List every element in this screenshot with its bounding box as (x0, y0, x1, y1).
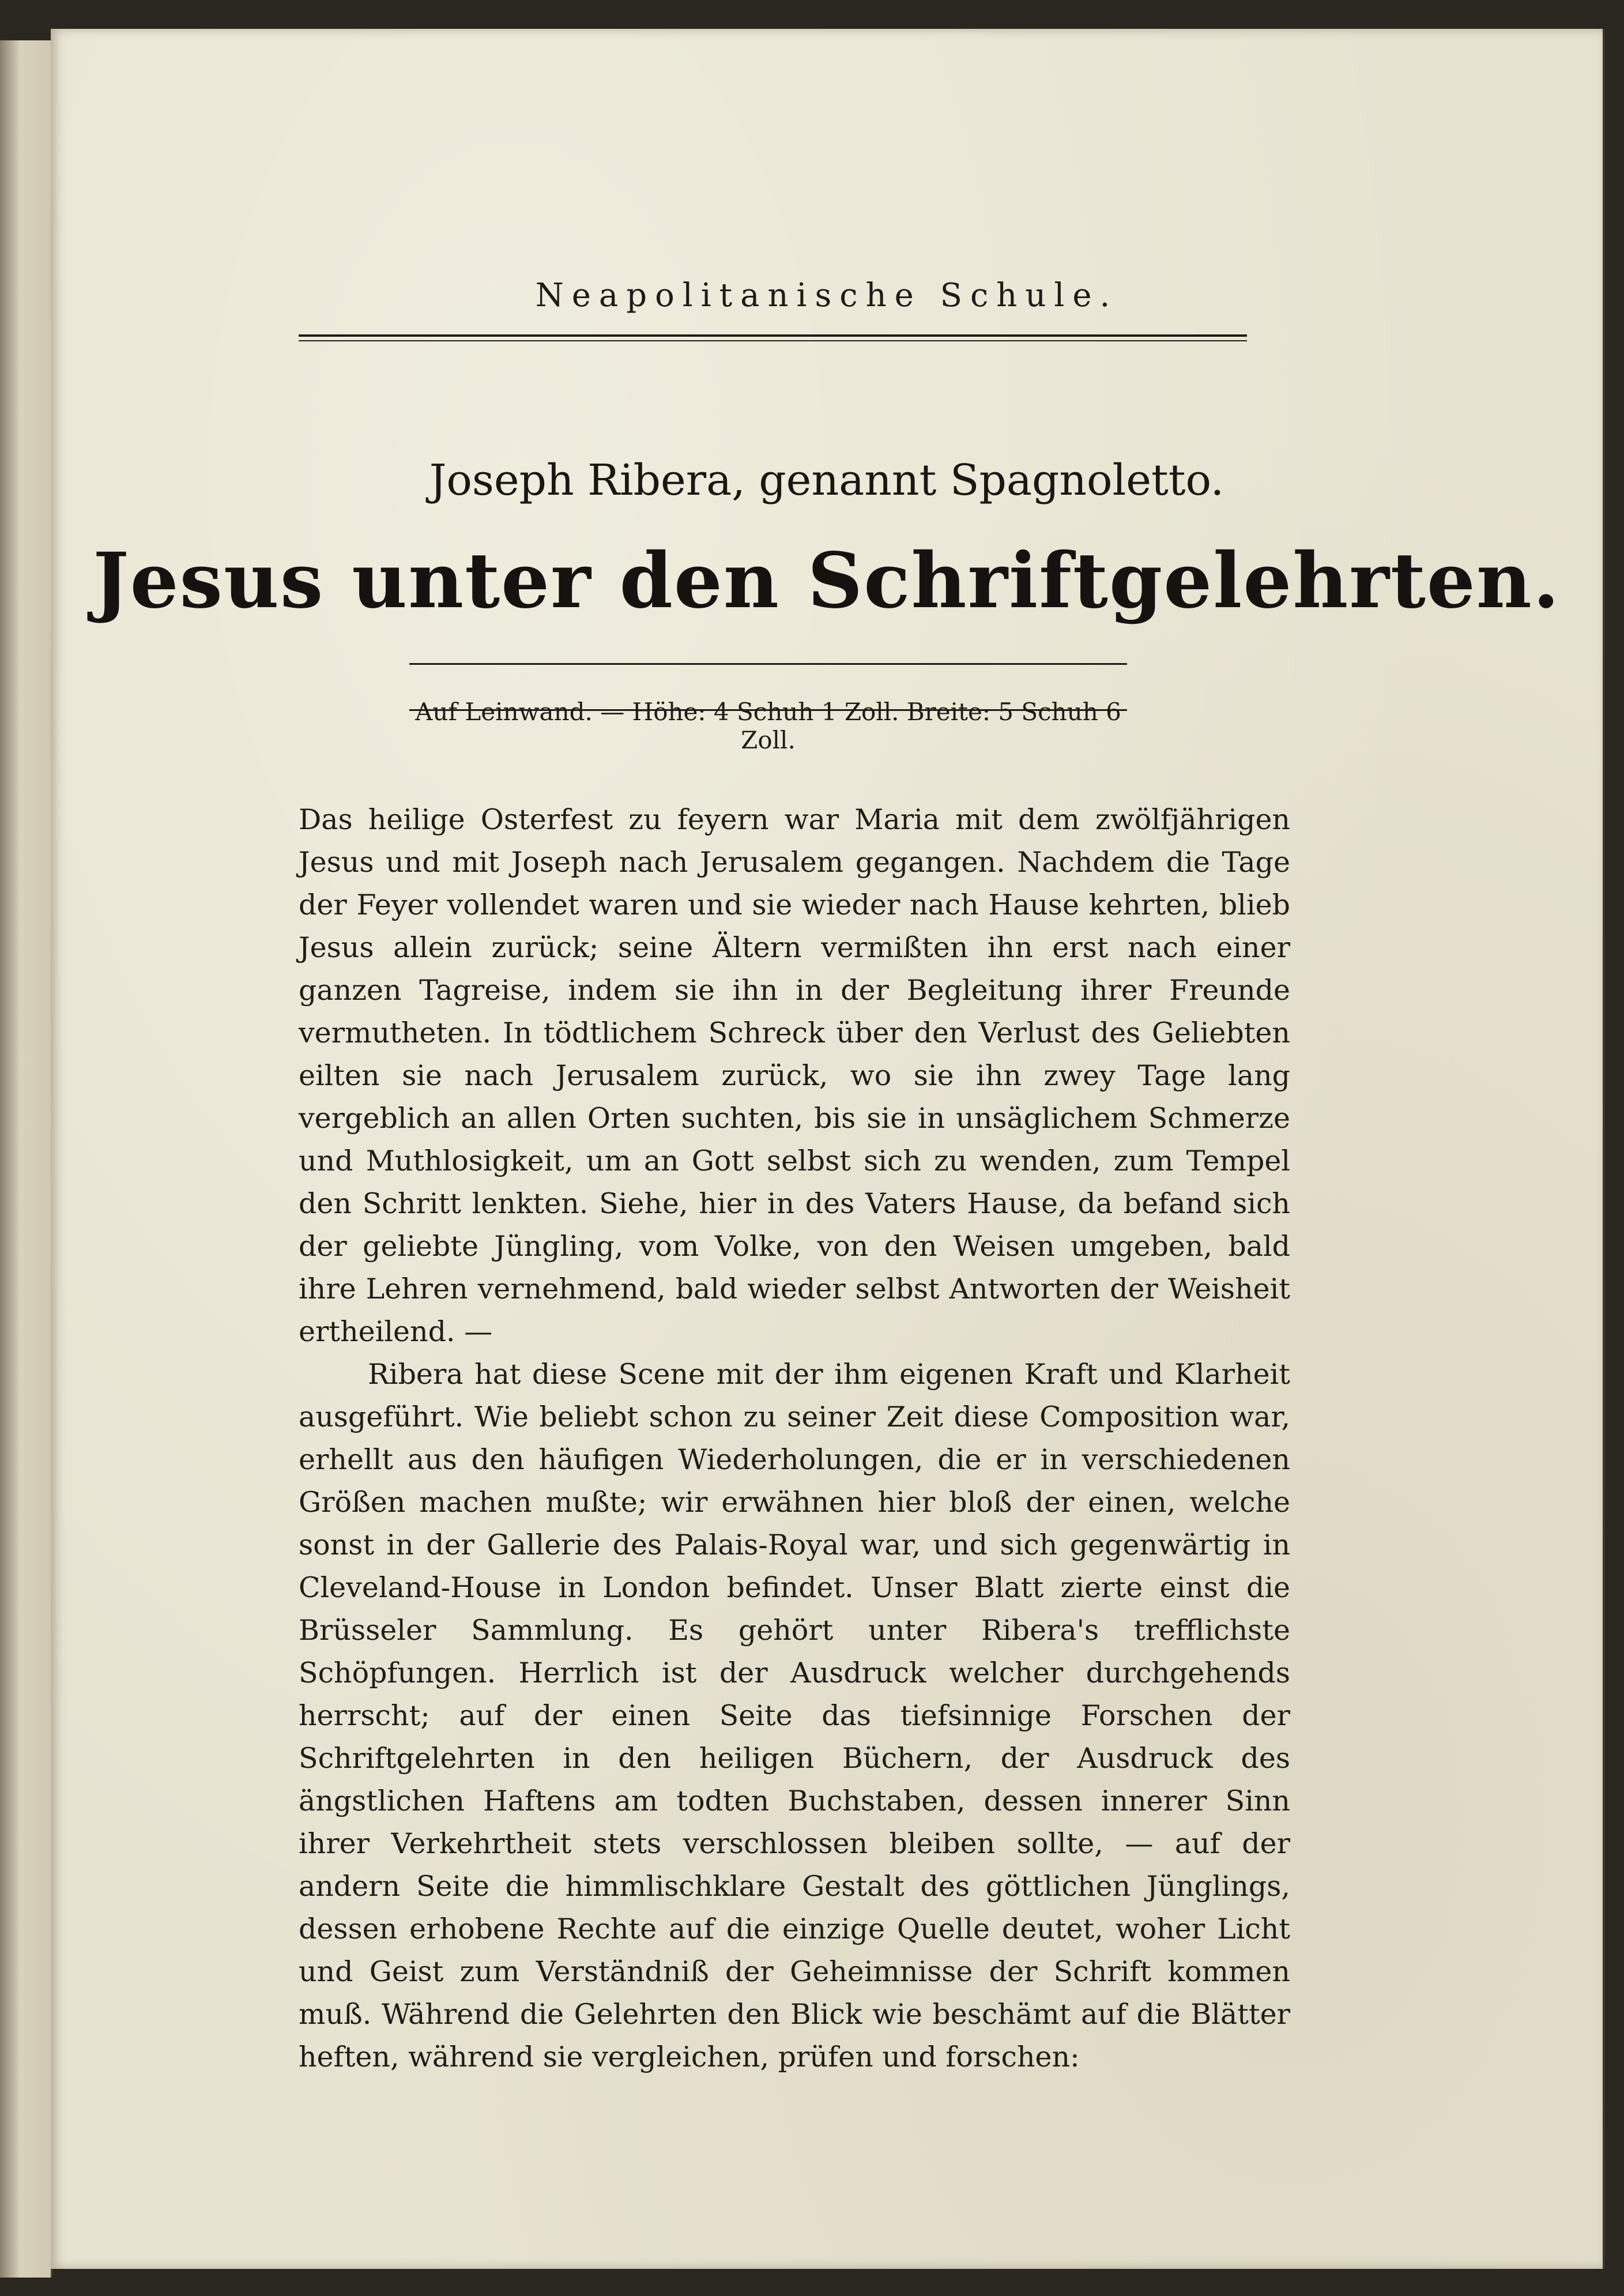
paragraph-1: Das heilige Osterfest zu feyern war Maria mit dem zwölfjährigen Jesus und mit Joseph nach Jerusalem gegangen. Nachdem die Tage der Feyer vollendet waren und sie wieder nach Hause kehrten, blieb Jesus allein zurück; seine Ältern vermißten ihn erst nach einer ganzen Tagreise, indem sie ihn in der Begleitung ihrer Freunde vermutheten. In tödtlichem Schreck über den Verlust des Geliebten eilten sie nach Jerusalem zurück, wo sie ihn zwey Tage lang vergeblich an allen Orten suchten, bis sie in unsäglichem Schmerze und Muthlosigkeit, um an Gott selbst sich zu wenden, zum Tempel den Schritt lenkten. Siehe, hier in des Vaters Hause, da befand sich der geliebte Jüngling, vom Volke, von den Weisen umgeben, bald ihre Lehren vernehmend, bald wieder selbst Antworten der Weisheit ertheilend. — (299, 803, 1290, 1348)
dimensions-rule-top (409, 663, 1127, 665)
body-text (299, 799, 1290, 2079)
facing-page-edge (0, 40, 52, 2278)
book-page (51, 29, 1605, 2269)
page-title: Jesus unter den Schriftgelehrten. (93, 536, 1561, 626)
dimensions-rule-bottom (409, 709, 1127, 711)
author-heading: Joseph Ribera, genannt Spagnoletto. (429, 456, 1224, 505)
running-head: Neapolitanische Schule. (535, 277, 1118, 314)
header-rule (299, 334, 1247, 341)
painting-dimensions: Auf Leinwand. — Höhe: 4 Schuh 1 Zoll. Breite: 5 Schuh 6 Zoll. (415, 698, 1121, 754)
paragraph-2: Ribera hat diese Scene mit der ihm eigenen Kraft und Klarheit ausgeführt. Wie beliebt schon zu seiner Zeit diese Composition war, erhellt aus den häufigen Wiederholungen, die er in verschiedenen Größen machen mußte; wir erwähnen hier bloß der einen, welche sonst in der Gallerie des Palais-Royal war, und sich gegenwärtig in Cleveland-House in London befindet. Unser Blatt zierte einst die Brüsseler Sammlung. Es gehört unter Ribera's trefflichste Schöpfungen. Herrlich ist der Ausdruck welcher durchgehends herrscht; auf der einen Seite das tiefsinnige Forschen der Schriftgelehrten in den heiligen Büchern, der Ausdruck des ängstlichen Haftens am todten Buchstaben, dessen innerer Sinn ihrer Verkehrtheit stets verschlossen bleiben sollte, — auf der andern Seite die himmlischklare Gestalt des göttlichen Jünglings, dessen erhobene Rechte auf die einzige Quelle deutet, woher Licht und Geist zum Verständniß der Geheimnisse der Schrift kommen muß. Während die Gelehrten den Blick wie beschämt auf die Blätter heften, während sie vergleichen, prüfen und forschen: (299, 1358, 1290, 2073)
